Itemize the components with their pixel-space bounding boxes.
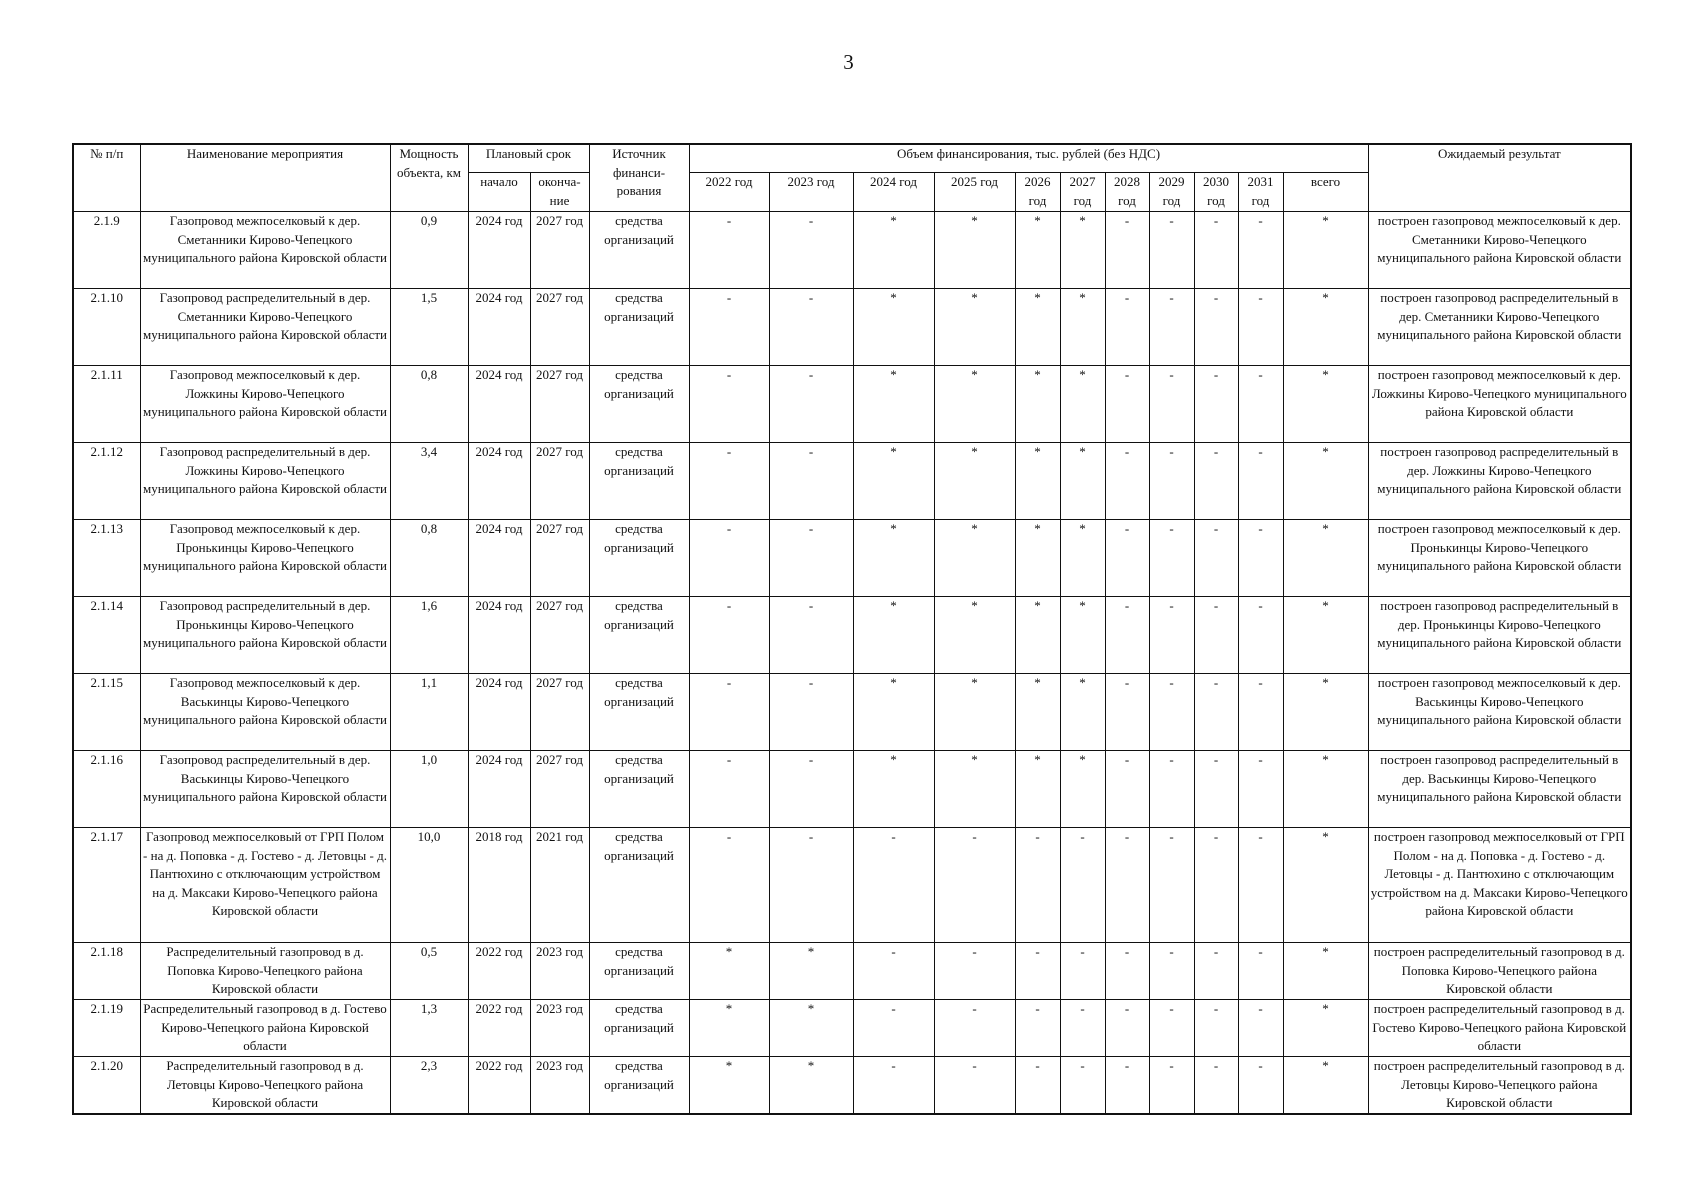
row-year-value: -: [1238, 1057, 1283, 1115]
row-power: 1,5: [390, 289, 468, 366]
funding-table: [72, 143, 1632, 1115]
row-name: Газопровод межпоселковый к дер. Васькинцы Кирово-Чепецкого муниципального района Кировской области: [140, 674, 390, 751]
row-year-value: -: [1149, 674, 1194, 751]
row-year-value: -: [853, 828, 934, 943]
row-year-value: *: [1015, 212, 1060, 289]
header-year: 2024 год: [853, 173, 934, 212]
row-year-value: -: [1194, 751, 1238, 828]
row-result: построен газопровод межпоселковый к дер. Сметанники Кирово-Чепецкого муниципального района Кировской области: [1368, 212, 1631, 289]
row-year-value: -: [934, 943, 1015, 1000]
row-name: Газопровод межпоселковый к дер. Сметанники Кирово-Чепецкого муниципального района Кировской области: [140, 212, 390, 289]
row-total: *: [1283, 1000, 1368, 1057]
row-year-value: -: [689, 828, 769, 943]
row-year-value: *: [853, 751, 934, 828]
row-result: построен газопровод межпоселковый к дер. Васькинцы Кирово-Чепецкого муниципального района Кировской области: [1368, 674, 1631, 751]
row-year-value: -: [853, 1057, 934, 1115]
row-power: 10,0: [390, 828, 468, 943]
row-year-value: -: [1149, 520, 1194, 597]
row-year-value: *: [1060, 751, 1105, 828]
row-year-value: -: [1149, 943, 1194, 1000]
row-source: средства организаций: [589, 1057, 689, 1115]
row-result: построен газопровод распределительный в дер. Сметанники Кирово-Чепецкого муниципального района Кировской области: [1368, 289, 1631, 366]
header-year: 2031 год: [1238, 173, 1283, 212]
table-row: [73, 1000, 1631, 1057]
row-year-value: -: [1194, 828, 1238, 943]
row-start: 2024 год: [468, 366, 530, 443]
row-end: 2027 год: [530, 366, 589, 443]
row-year-value: -: [769, 520, 853, 597]
row-name: Газопровод межпоселковый от ГРП Полом - на д. Поповка - д. Гостево - д. Летовцы - д. Пантюхино с отключающим устройством на д. Максаки Кирово-Чепецкого района Кировской области: [140, 828, 390, 943]
row-power: 0,9: [390, 212, 468, 289]
row-source: средства организаций: [589, 366, 689, 443]
row-year-value: *: [1060, 520, 1105, 597]
row-num: 2.1.15: [73, 674, 140, 751]
table-row: [73, 828, 1631, 943]
header-term-start: начало: [468, 173, 530, 212]
row-name: Газопровод межпоселковый к дер. Ложкины Кирово-Чепецкого муниципального района Кировской области: [140, 366, 390, 443]
row-result: построен распределительный газопровод в д. Поповка Кирово-Чепецкого района Кировской области: [1368, 943, 1631, 1000]
table-row: [73, 943, 1631, 1000]
row-year-value: -: [1105, 366, 1149, 443]
row-year-value: -: [689, 597, 769, 674]
row-source: средства организаций: [589, 289, 689, 366]
row-total: *: [1283, 1057, 1368, 1115]
row-num: 2.1.13: [73, 520, 140, 597]
row-start: 2018 год: [468, 828, 530, 943]
row-year-value: -: [1194, 443, 1238, 520]
row-year-value: *: [689, 943, 769, 1000]
row-year-value: -: [689, 212, 769, 289]
row-year-value: *: [934, 751, 1015, 828]
row-year-value: -: [1149, 597, 1194, 674]
header-year: 2023 год: [769, 173, 853, 212]
row-year-value: *: [853, 597, 934, 674]
row-year-value: -: [1238, 1000, 1283, 1057]
row-source: средства организаций: [589, 751, 689, 828]
row-year-value: *: [934, 212, 1015, 289]
row-year-value: *: [1015, 520, 1060, 597]
row-year-value: -: [1238, 597, 1283, 674]
row-result: построен газопровод распределительный в дер. Ложкины Кирово-Чепецкого муниципального района Кировской области: [1368, 443, 1631, 520]
row-start: 2024 год: [468, 443, 530, 520]
row-power: 1,6: [390, 597, 468, 674]
row-year-value: *: [853, 212, 934, 289]
row-total: *: [1283, 366, 1368, 443]
row-year-value: *: [769, 1057, 853, 1115]
header-year: 2028 год: [1105, 173, 1149, 212]
row-source: средства организаций: [589, 943, 689, 1000]
row-year-value: -: [1149, 1000, 1194, 1057]
row-result: построен распределительный газопровод в д. Летовцы Кирово-Чепецкого района Кировской области: [1368, 1057, 1631, 1115]
row-source: средства организаций: [589, 443, 689, 520]
row-year-value: -: [1238, 289, 1283, 366]
row-year-value: -: [689, 520, 769, 597]
row-end: 2023 год: [530, 1057, 589, 1115]
row-year-value: -: [769, 597, 853, 674]
row-start: 2022 год: [468, 943, 530, 1000]
row-source: средства организаций: [589, 828, 689, 943]
row-year-value: -: [1015, 1000, 1060, 1057]
row-year-value: -: [934, 1000, 1015, 1057]
header-year: 2027 год: [1060, 173, 1105, 212]
header-source: Источник финанси-рования: [589, 144, 689, 212]
row-name: Газопровод распределительный в дер. Васькинцы Кирово-Чепецкого муниципального района Кировской области: [140, 751, 390, 828]
table-row: [73, 443, 1631, 520]
row-year-value: -: [1238, 212, 1283, 289]
row-num: 2.1.16: [73, 751, 140, 828]
row-start: 2024 год: [468, 212, 530, 289]
row-year-value: -: [1238, 943, 1283, 1000]
header-year: 2029 год: [1149, 173, 1194, 212]
row-year-value: *: [934, 597, 1015, 674]
row-year-value: -: [1149, 751, 1194, 828]
row-name: Газопровод межпоселковый к дер. Пронькинцы Кирово-Чепецкого муниципального района Кировской области: [140, 520, 390, 597]
row-total: *: [1283, 520, 1368, 597]
table-row: [73, 1057, 1631, 1115]
row-year-value: -: [769, 674, 853, 751]
header-term-end: оконча-ние: [530, 173, 589, 212]
row-total: *: [1283, 751, 1368, 828]
row-year-value: *: [934, 289, 1015, 366]
row-name: Газопровод распределительный в дер. Пронькинцы Кирово-Чепецкого муниципального района Кировской области: [140, 597, 390, 674]
row-end: 2023 год: [530, 1000, 589, 1057]
table-row: [73, 212, 1631, 289]
row-year-value: -: [1149, 443, 1194, 520]
row-year-value: *: [689, 1057, 769, 1115]
row-source: средства организаций: [589, 520, 689, 597]
row-num: 2.1.17: [73, 828, 140, 943]
row-year-value: *: [769, 943, 853, 1000]
row-year-value: -: [1194, 597, 1238, 674]
row-year-value: -: [769, 443, 853, 520]
row-year-value: *: [769, 1000, 853, 1057]
row-year-value: -: [1105, 1057, 1149, 1115]
header-volume: Объем финансирования, тыс. рублей (без НДС): [689, 144, 1368, 173]
row-year-value: -: [1060, 1057, 1105, 1115]
row-num: 2.1.14: [73, 597, 140, 674]
row-year-value: -: [853, 1000, 934, 1057]
row-year-value: -: [689, 443, 769, 520]
table-row: [73, 289, 1631, 366]
table-row: [73, 597, 1631, 674]
row-end: 2021 год: [530, 828, 589, 943]
row-year-value: *: [1060, 289, 1105, 366]
row-year-value: -: [1149, 1057, 1194, 1115]
row-year-value: -: [1060, 828, 1105, 943]
row-start: 2024 год: [468, 597, 530, 674]
row-year-value: -: [1194, 674, 1238, 751]
row-end: 2027 год: [530, 520, 589, 597]
row-year-value: -: [1060, 943, 1105, 1000]
row-year-value: -: [1105, 597, 1149, 674]
table-row: [73, 366, 1631, 443]
row-year-value: -: [1149, 289, 1194, 366]
header-year: 2030 год: [1194, 173, 1238, 212]
header-year: 2026 год: [1015, 173, 1060, 212]
row-year-value: -: [934, 1057, 1015, 1115]
row-result: построен газопровод распределительный в дер. Пронькинцы Кирово-Чепецкого муниципального района Кировской области: [1368, 597, 1631, 674]
row-year-value: -: [1105, 828, 1149, 943]
row-year-value: -: [1105, 443, 1149, 520]
row-num: 2.1.10: [73, 289, 140, 366]
row-year-value: -: [689, 674, 769, 751]
header-num: № п/п: [73, 144, 140, 212]
table-row: [73, 520, 1631, 597]
row-year-value: -: [1194, 943, 1238, 1000]
row-year-value: *: [1015, 443, 1060, 520]
row-year-value: -: [1194, 1000, 1238, 1057]
row-total: *: [1283, 212, 1368, 289]
row-year-value: -: [1105, 212, 1149, 289]
row-end: 2027 год: [530, 674, 589, 751]
table-row: [73, 674, 1631, 751]
row-year-value: -: [769, 212, 853, 289]
row-year-value: -: [1194, 520, 1238, 597]
row-result: построен газопровод распределительный в дер. Васькинцы Кирово-Чепецкого муниципального района Кировской области: [1368, 751, 1631, 828]
row-year-value: -: [1238, 751, 1283, 828]
row-year-value: -: [934, 828, 1015, 943]
row-name: Газопровод распределительный в дер. Ложкины Кирово-Чепецкого муниципального района Кировской области: [140, 443, 390, 520]
row-year-value: *: [1060, 366, 1105, 443]
row-result: построен газопровод межпоселковый к дер. Ложкины Кирово-Чепецкого муниципального района Кировской области: [1368, 366, 1631, 443]
row-power: 2,3: [390, 1057, 468, 1115]
row-power: 1,0: [390, 751, 468, 828]
row-result: построен газопровод межпоселковый от ГРП Полом - на д. Поповка - д. Гостево - д. Летовцы - д. Пантюхино с отключающим устройством на д. Максаки Кирово-Чепецкого района Кировской области: [1368, 828, 1631, 943]
row-year-value: -: [1015, 1057, 1060, 1115]
row-year-value: -: [1015, 828, 1060, 943]
row-power: 0,8: [390, 520, 468, 597]
row-start: 2022 год: [468, 1000, 530, 1057]
row-start: 2024 год: [468, 751, 530, 828]
row-year-value: -: [1149, 366, 1194, 443]
row-year-value: *: [853, 520, 934, 597]
row-year-value: -: [1238, 674, 1283, 751]
row-year-value: *: [934, 520, 1015, 597]
row-power: 1,3: [390, 1000, 468, 1057]
row-num: 2.1.20: [73, 1057, 140, 1115]
row-source: средства организаций: [589, 674, 689, 751]
row-source: средства организаций: [589, 212, 689, 289]
header-power: Мощность объекта, км: [390, 144, 468, 212]
row-year-value: *: [934, 443, 1015, 520]
row-result: построен газопровод межпоселковый к дер. Пронькинцы Кирово-Чепецкого муниципального района Кировской области: [1368, 520, 1631, 597]
row-power: 0,5: [390, 943, 468, 1000]
row-result: построен распределительный газопровод в д. Гостево Кирово-Чепецкого района Кировской области: [1368, 1000, 1631, 1057]
row-name: Газопровод распределительный в дер. Сметанники Кирово-Чепецкого муниципального района Кировской области: [140, 289, 390, 366]
row-num: 2.1.12: [73, 443, 140, 520]
row-num: 2.1.11: [73, 366, 140, 443]
header-year: 2025 год: [934, 173, 1015, 212]
row-end: 2027 год: [530, 443, 589, 520]
row-year-value: -: [1105, 943, 1149, 1000]
row-year-value: *: [689, 1000, 769, 1057]
row-year-value: -: [1105, 289, 1149, 366]
row-year-value: *: [934, 366, 1015, 443]
row-year-value: -: [769, 289, 853, 366]
row-year-value: -: [1194, 1057, 1238, 1115]
row-year-value: -: [689, 751, 769, 828]
row-year-value: -: [1238, 828, 1283, 943]
row-year-value: *: [853, 366, 934, 443]
row-total: *: [1283, 597, 1368, 674]
row-name: Распределительный газопровод в д. Поповка Кирово-Чепецкого района Кировской области: [140, 943, 390, 1000]
row-end: 2027 год: [530, 289, 589, 366]
row-year-value: -: [689, 289, 769, 366]
row-start: 2024 год: [468, 674, 530, 751]
row-year-value: *: [1060, 674, 1105, 751]
row-year-value: -: [1238, 366, 1283, 443]
row-year-value: -: [1105, 1000, 1149, 1057]
row-year-value: -: [1105, 520, 1149, 597]
row-year-value: -: [1238, 520, 1283, 597]
row-year-value: -: [1105, 751, 1149, 828]
row-year-value: *: [1015, 597, 1060, 674]
row-year-value: -: [769, 366, 853, 443]
row-year-value: -: [1105, 674, 1149, 751]
row-year-value: -: [1194, 366, 1238, 443]
row-year-value: -: [1149, 828, 1194, 943]
row-source: средства организаций: [589, 1000, 689, 1057]
header-name: Наименование мероприятия: [140, 144, 390, 212]
row-year-value: *: [1060, 212, 1105, 289]
row-end: 2027 год: [530, 751, 589, 828]
row-year-value: *: [853, 443, 934, 520]
row-year-value: -: [1015, 943, 1060, 1000]
row-year-value: -: [1060, 1000, 1105, 1057]
row-year-value: *: [853, 674, 934, 751]
row-year-value: *: [1060, 597, 1105, 674]
row-year-value: -: [769, 828, 853, 943]
row-year-value: -: [769, 751, 853, 828]
row-power: 3,4: [390, 443, 468, 520]
row-year-value: -: [1149, 212, 1194, 289]
row-total: *: [1283, 828, 1368, 943]
row-power: 0,8: [390, 366, 468, 443]
header-year: 2022 год: [689, 173, 769, 212]
row-num: 2.1.19: [73, 1000, 140, 1057]
row-end: 2027 год: [530, 212, 589, 289]
row-year-value: *: [1015, 366, 1060, 443]
row-year-value: *: [1060, 443, 1105, 520]
row-year-value: -: [853, 943, 934, 1000]
row-total: *: [1283, 289, 1368, 366]
row-name: Распределительный газопровод в д. Гостево Кирово-Чепецкого района Кировской области: [140, 1000, 390, 1057]
row-year-value: -: [689, 366, 769, 443]
row-num: 2.1.18: [73, 943, 140, 1000]
row-year-value: -: [1238, 443, 1283, 520]
row-year-value: -: [1194, 212, 1238, 289]
row-end: 2023 год: [530, 943, 589, 1000]
row-start: 2024 год: [468, 520, 530, 597]
row-power: 1,1: [390, 674, 468, 751]
row-start: 2024 год: [468, 289, 530, 366]
page-number: 3: [843, 50, 854, 74]
row-start: 2022 год: [468, 1057, 530, 1115]
row-year-value: *: [934, 674, 1015, 751]
header-term: Плановый срок: [468, 144, 589, 173]
row-year-value: *: [1015, 289, 1060, 366]
row-total: *: [1283, 443, 1368, 520]
row-total: *: [1283, 943, 1368, 1000]
table-row: [73, 751, 1631, 828]
row-total: *: [1283, 674, 1368, 751]
header-total: всего: [1283, 173, 1368, 212]
header-result: Ожидаемый результат: [1368, 144, 1631, 212]
row-year-value: *: [1015, 751, 1060, 828]
row-year-value: *: [853, 289, 934, 366]
row-year-value: *: [1015, 674, 1060, 751]
row-year-value: -: [1194, 289, 1238, 366]
row-source: средства организаций: [589, 597, 689, 674]
row-name: Распределительный газопровод в д. Летовцы Кирово-Чепецкого района Кировской области: [140, 1057, 390, 1115]
row-num: 2.1.9: [73, 212, 140, 289]
row-end: 2027 год: [530, 597, 589, 674]
